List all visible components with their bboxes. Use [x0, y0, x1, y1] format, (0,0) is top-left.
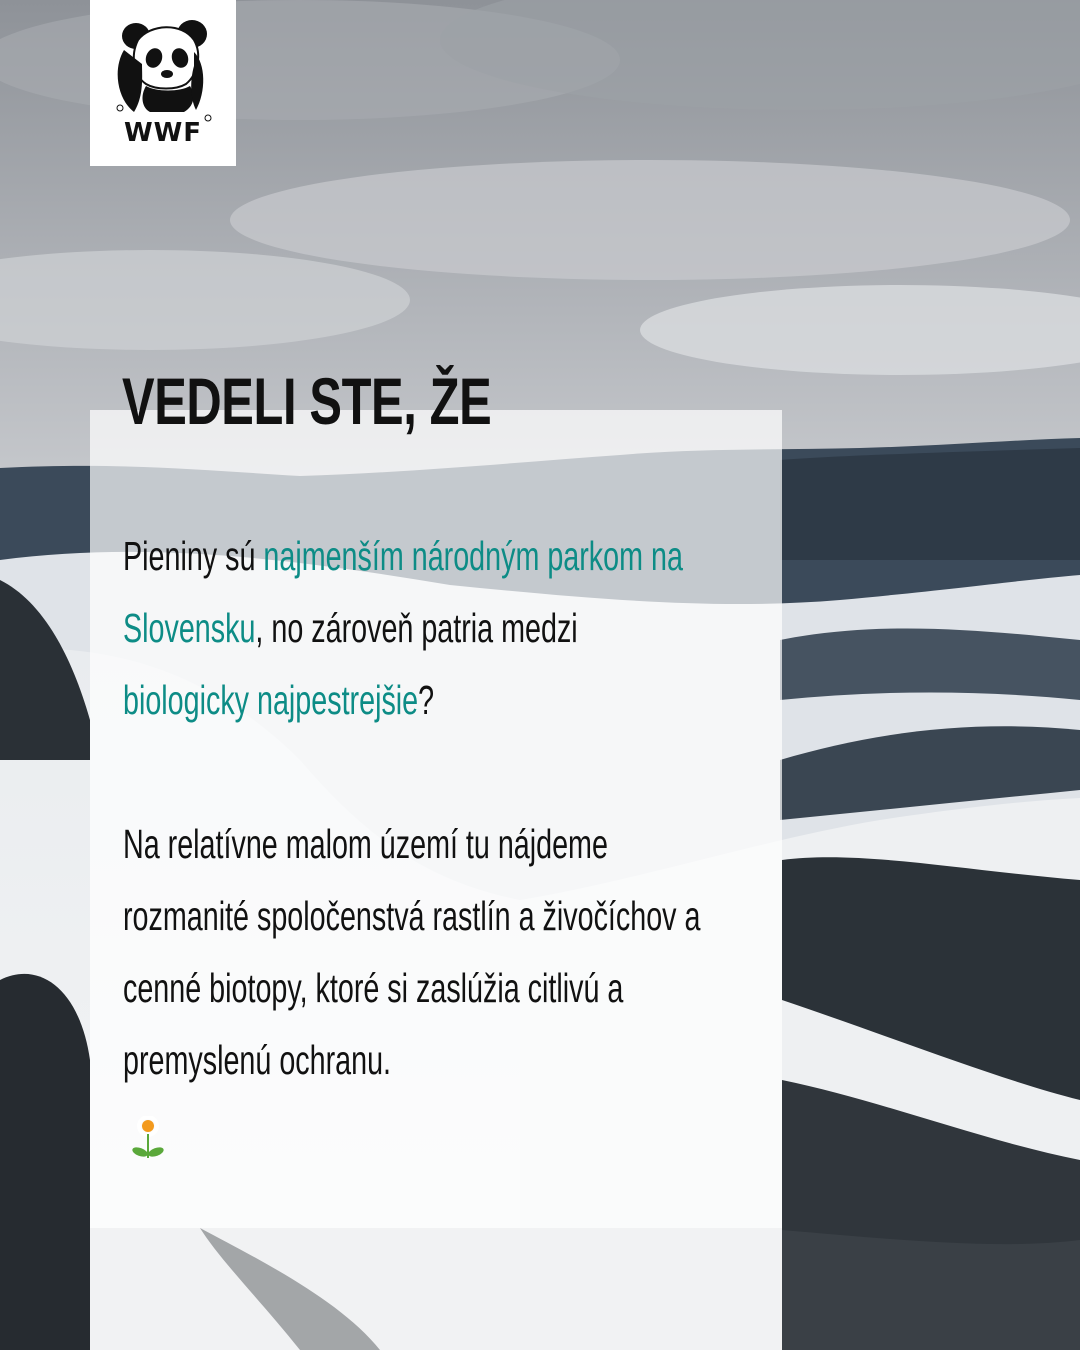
highlight-smallest-park: najmenším národným parkom na Slovensku — [123, 533, 683, 651]
paragraph-1-part-2: , no zároveň patria medzi — [255, 605, 578, 651]
wwf-wordmark: WWF — [123, 118, 203, 148]
paragraph-2: Na relatívne malom území tu nájdeme rozmanité spoločenstvá rastlín a živočíchov a cenné biotopy, ktoré si zaslúžia citlivú a premyslenú ochranu. — [123, 821, 701, 1083]
wwf-logo — [90, 0, 236, 166]
body-text — [123, 520, 718, 1096]
highlight-biodiversity: biologicky najpestrejšie — [123, 677, 419, 723]
paragraph-1 — [123, 520, 718, 736]
headline: VEDELI STE, ŽE — [122, 364, 492, 438]
paragraph-1-part-1: Pieniny sú — [123, 533, 264, 579]
paragraph-1-part-3: ? — [418, 677, 435, 723]
flower-icon — [130, 1116, 170, 1164]
